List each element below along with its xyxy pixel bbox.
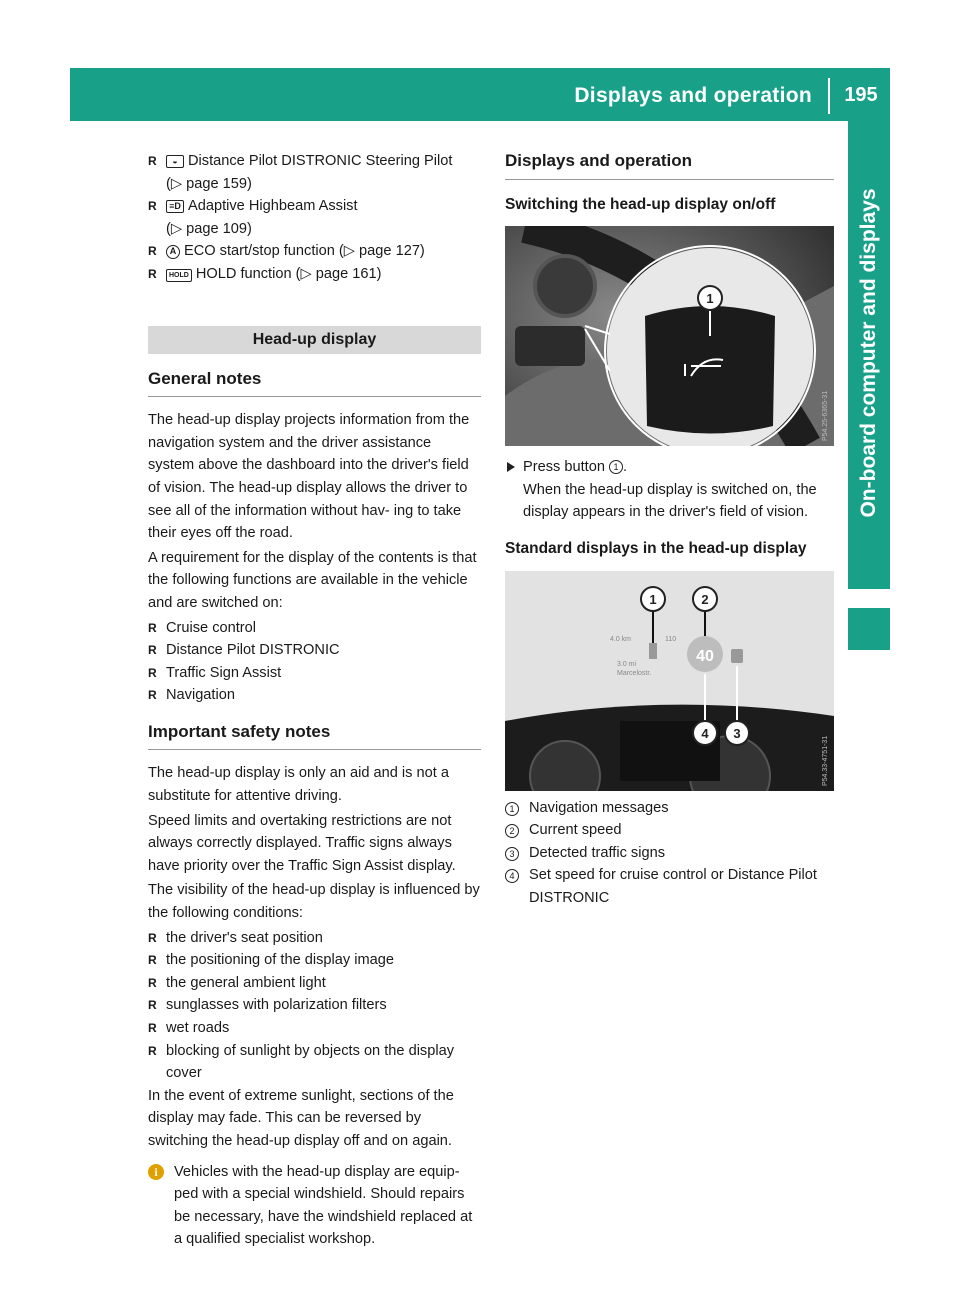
paragraph: A requirement for the display of the contents is that the following functions are available in the vehicle and are switched on: bbox=[148, 549, 477, 611]
list-item-text: Adaptive Highbeam Assist bbox=[188, 198, 358, 215]
steering-wheel-photo bbox=[505, 226, 834, 446]
paragraph: In the event of extreme sunlight, sections of the display may fade. This can be reversed by switching the head-up display off and on again. bbox=[148, 1087, 454, 1149]
page-reference[interactable]: (▷ page 109) bbox=[166, 220, 252, 237]
hud-photo bbox=[505, 571, 834, 791]
svg-text:3: 3 bbox=[733, 725, 741, 741]
legend-item bbox=[505, 864, 834, 909]
hud-nav-distance: 3.0 mi bbox=[617, 660, 637, 668]
list-item-text: Distance Pilot DISTRONIC Steering Pilot bbox=[188, 153, 453, 169]
callout-badge: 2 bbox=[505, 824, 519, 838]
step-text: Press button bbox=[523, 459, 605, 476]
list-item: R wet roads bbox=[148, 1017, 481, 1040]
legend-text: Detected traffic signs bbox=[529, 844, 666, 861]
paragraph: The visibility of the head-up display is influenced by the following conditions: bbox=[148, 882, 480, 922]
list-item-text: ECO start/stop function (▷ page 127) bbox=[184, 243, 425, 260]
list-item: R Cruise control bbox=[148, 617, 481, 640]
standard-displays-heading: Standard displays in the head-up display bbox=[505, 539, 807, 557]
list-item: R sunglasses with polarization filters bbox=[148, 994, 481, 1017]
step-result: When the head-up display is switched on, the display appears in the driver's field of vision. bbox=[523, 481, 817, 521]
safety-notes-heading: Important safety notes bbox=[148, 721, 481, 751]
list-item: R the positioning of the display image bbox=[148, 949, 481, 972]
image-code: P54.25-6365-31 bbox=[822, 390, 829, 442]
paragraph: The head-up display projects information from the navigation system and the driver assistance system above the dashboard into the driver's field of vision. The head-up display allows the driver to see all of the information without hav- ing to take their eyes off the road. bbox=[148, 412, 470, 542]
header-separator bbox=[828, 78, 830, 114]
info-text: Vehicles with the head-up display are equip- ped with a special windshield. Should repairs be necessary, have the windshield replaced at a qualified specialist workshop. bbox=[174, 1163, 473, 1248]
legend-text: Current speed bbox=[529, 822, 622, 839]
hud-road: Marcelostr. bbox=[617, 669, 652, 677]
legend-item bbox=[505, 842, 834, 865]
legend-text: Set speed for cruise control or Distance Pilot DISTRONIC bbox=[529, 867, 817, 906]
hud-distance: 4.0 km bbox=[610, 635, 632, 643]
list-item: R Navigation bbox=[148, 684, 481, 707]
svg-text:4: 4 bbox=[701, 725, 709, 741]
list-item: R Traffic Sign Assist bbox=[148, 662, 481, 685]
callout-badge: 1 bbox=[505, 802, 519, 816]
chapter-tab-label: On-board computer and displays bbox=[857, 188, 880, 518]
switching-heading: Switching the head-up display on/off bbox=[505, 195, 776, 213]
legend-item bbox=[505, 797, 834, 820]
callout-badge: 3 bbox=[505, 847, 519, 861]
list-item bbox=[148, 195, 481, 240]
legend-item bbox=[505, 819, 834, 842]
svg-text:1: 1 bbox=[706, 291, 714, 307]
list-item: R the driver's seat position bbox=[148, 927, 481, 950]
chapter-tab bbox=[848, 121, 890, 589]
paragraph: The head-up display is only an aid and is not a substitute for attentive driving. bbox=[148, 765, 449, 805]
page-number: 195 bbox=[844, 84, 878, 106]
info-icon: i bbox=[148, 1164, 164, 1180]
page-header bbox=[70, 68, 890, 121]
eco-start-stop-icon: A bbox=[166, 245, 180, 259]
image-code: P54.33-4751-31 bbox=[822, 735, 829, 786]
highbeam-assist-icon: ≡D bbox=[166, 200, 184, 213]
hold-icon: HOLD bbox=[166, 269, 192, 282]
svg-text:2: 2 bbox=[701, 591, 709, 607]
list-item-text: HOLD function (▷ page 161) bbox=[195, 265, 382, 282]
svg-text:1: 1 bbox=[649, 591, 657, 607]
left-column bbox=[148, 150, 481, 1251]
callout-badge: 1 bbox=[609, 460, 623, 474]
steering-pilot-icon: ◒ bbox=[166, 155, 184, 168]
right-column bbox=[505, 150, 834, 910]
chapter-marker bbox=[848, 608, 890, 650]
legend bbox=[505, 797, 834, 910]
paragraph: Speed limits and overtaking restrictions are not always correctly displayed. Traffic signs always have priority over the Traffic Sign Assist display. bbox=[148, 812, 456, 874]
instruction-step: Press button 1 . When the head-up display is switched on, the display appears in the driver's field of vision. bbox=[505, 456, 834, 524]
hud-speed: 40 bbox=[696, 647, 714, 665]
list-item bbox=[148, 240, 481, 263]
list-item bbox=[148, 150, 481, 195]
displays-operation-heading: Displays and operation bbox=[505, 150, 834, 180]
hud-limit: 110 bbox=[665, 635, 677, 643]
list-item: R blocking of sunlight by objects on the display cover bbox=[148, 1040, 481, 1085]
page-reference[interactable]: (▷ page 159) bbox=[166, 175, 252, 192]
general-notes-heading: General notes bbox=[148, 368, 481, 398]
section-title: Head-up display bbox=[148, 326, 481, 354]
list-item: R Distance Pilot DISTRONIC bbox=[148, 639, 481, 662]
list-item bbox=[148, 263, 481, 286]
header-title: Displays and operation bbox=[574, 84, 812, 107]
callout-badge: 4 bbox=[505, 869, 519, 883]
info-note bbox=[148, 1161, 481, 1251]
list-item: R the general ambient light bbox=[148, 972, 481, 995]
legend-text: Navigation messages bbox=[529, 799, 669, 816]
